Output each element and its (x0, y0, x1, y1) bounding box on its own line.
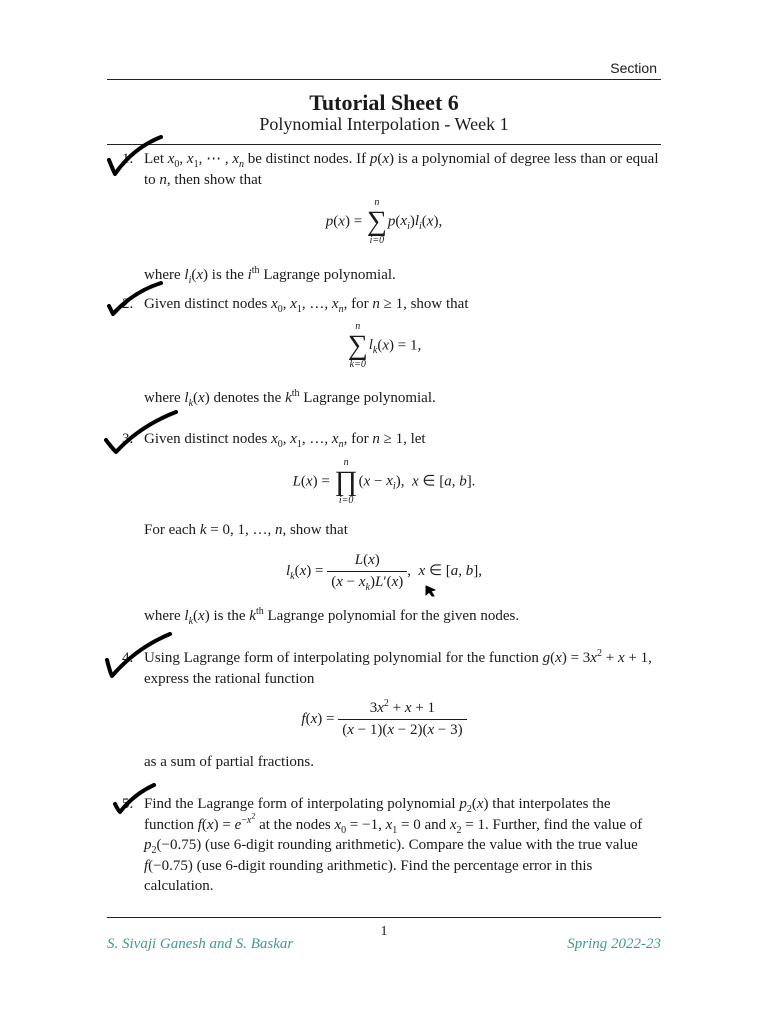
problem-2-after: where $l_k(x)$ denotes the $k^{th}$ Lagrange polynomial. (144, 388, 436, 409)
header-rule (107, 79, 661, 80)
problem-2-equation: n ∑ k=0 $l_k(x) = 1$, (347, 321, 422, 370)
check-mark-3-icon (100, 408, 182, 460)
problem-4-after: as a sum of partial fractions. (144, 754, 314, 770)
check-mark-5-icon (108, 782, 158, 816)
problem-3-after: where $l_k(x)$ is the $k^{th}$ Lagrange polynomial for the given nodes. (144, 606, 520, 627)
problem-1-number: 1. (122, 151, 134, 167)
problem-1-after: where $l_i(x)$ is the $i^{th}$ Lagrange polynomial. (144, 265, 396, 286)
mouse-cursor-icon (424, 584, 438, 598)
page-title: Tutorial Sheet 6 (309, 90, 459, 115)
problem-2-intro: Given distinct nodes $x_0$, $x_1$, …, $x_n$, for n ≥ 1, show that (144, 296, 469, 315)
problem-5-intro: Find the Lagrange form of interpolating polynomial $p_2(x)$ that interpolates the function $f(x) = e^{-x^2}$ at the nodes $x_0 = -1$, $x_1 = 0$ and $x_2 = 1$. Further, find the value of $p_2(-0.75)$ (use 6-digit rounding arithmetic). Compare the value with the true value f(−0.75) (use 6-digit rounding arithmetic). Find the percentage error in this calculation. (144, 796, 643, 894)
problem-4-equation: f(x) = $\frac{3x^2 + x + 1}{(x - 1)(x - 2)(x - 3)}$ (107, 700, 661, 739)
page-number: 1 (380, 924, 388, 939)
problem-3-intro: Given distinct nodes $x_0$, $x_1$, …, $x_n$, for n ≥ 1, let (144, 431, 426, 450)
page-subtitle: Polynomial Interpolation - Week 1 (259, 114, 509, 134)
section-label: Section (610, 60, 657, 76)
footer-authors: S. Sivaji Ganesh and S. Baskar (107, 936, 294, 952)
problem-3-equation-2: $l_k(x)$ = $\frac{L(x)}{(x - x_k)L'(x)}$ , x ∈ [a, b], (285, 552, 483, 593)
check-mark-4-icon (100, 630, 176, 682)
check-mark-2-icon (103, 280, 165, 320)
problem-3-middle: For each k = 0, 1, …, n, show that (144, 522, 348, 538)
check-mark-1-icon (103, 134, 165, 180)
problem-3-number: 3. (122, 431, 134, 447)
problem-1-equation: p(x) = n ∑ i=0 $p(x_i)l_i(x)$, (325, 197, 443, 246)
title-rule (107, 144, 661, 145)
problem-3-equation: L(x) = n ∏ i=0 $(x - x_i)$, x ∈ [a, b]. (292, 457, 476, 506)
footer-rule (107, 917, 661, 918)
problem-4-intro: Using Lagrange form of interpolating polynomial for the function $g(x) = 3x^2 + x + 1$, express the rational function (144, 648, 652, 687)
problem-1-intro: Let $x_0$, $x_1$, ⋯ , $x_n$ be distinct nodes. If p(x) is a polynomial of degree less than or equal to n, then show that (144, 151, 659, 188)
footer-term: Spring 2022-23 (567, 936, 661, 952)
problem-2-number: 2. (122, 296, 134, 312)
problem-4-number: 4. (122, 650, 134, 666)
problem-5-number: 5. (122, 796, 134, 812)
